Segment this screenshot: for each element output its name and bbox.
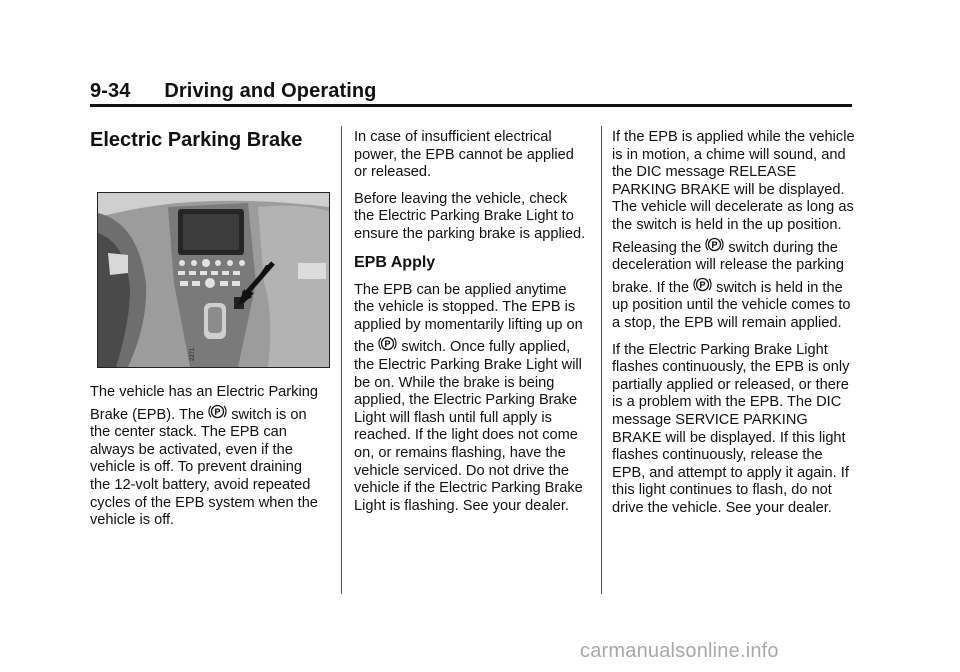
page-header-title: 9-34 Driving and Operating [90,80,377,102]
col2-paragraph-3: The EPB can be applied anytime the vehicle is stopped. The EPB is applied by momentarily lifting up on the P switch. Once fully applied, the Electric Parking Brake Light will be on. While the brake is being applied, the Electric Parking Brake Light will flash until full apply is reached. If the light does not come on, or remains flashing, have the vehicle serviced. Do not drive the vehicle if the Electric Parking Brake Light is flashing. See your dealer. [354,281,583,514]
header-rule [90,104,852,107]
col1-paragraph-1: The vehicle has an Electric Parking Brake (EPB). The P switch is on the center stack. The EPB can always be activated, even if the vehicle is off. To prevent draining the 12-volt battery, avoid repeated cycles of the EPB system when the vehicle is off. [90,384,318,529]
col2-paragraph-1: In case of insufficient electrical power, the EPB cannot be applied or released. [354,129,574,181]
dashboard-figure [97,192,330,368]
svg-text:P: P [214,406,221,417]
parking-brake-icon [208,402,227,421]
svg-text:P: P [384,339,391,350]
col3-paragraph-2: If the Electric Parking Brake Light flashes continuously, the EPB is only partially applied or released, or there is a problem with the EPB. The DIC message SERVICE PARKING BRAKE will be displayed. If this light flashes continuously, release the EPB, and attempt to apply it again. If this light continues to flash, do not drive the vehicle. See your dealer. [612,341,850,516]
column-2 [354,129,590,524]
subsection-title: EPB Apply [354,253,436,271]
watermark: carmanualsonline.info [580,640,779,662]
col2-paragraph-2: Before leaving the vehicle, check the Electric Parking Brake Light to ensure the parking brake is applied. [354,190,586,242]
svg-text:P: P [711,239,718,250]
section-title: Electric Parking Brake [90,129,303,151]
parking-brake-icon [693,275,712,294]
svg-text:P: P [699,279,706,290]
column-3 [612,129,858,526]
parking-brake-icon [705,235,724,254]
dashboard-illustration [98,193,329,367]
column-divider-1 [341,126,342,594]
figure-code: 2271 [190,347,196,361]
column-1 [90,128,326,539]
parking-brake-icon [378,334,397,353]
column-divider-2 [601,126,602,594]
col3-paragraph-1: If the EPB is applied while the vehicle is in motion, a chime will sound, and the DIC message RELEASE PARKING BRAKE will be displayed. The vehicle will decelerate as long as the switch is held in the up position. Releasing the P switch during the deceleration will release the parking brake. If the P switch is held in the up position until the vehicle comes to a stop, the EPB will remain applied. [612,129,855,331]
